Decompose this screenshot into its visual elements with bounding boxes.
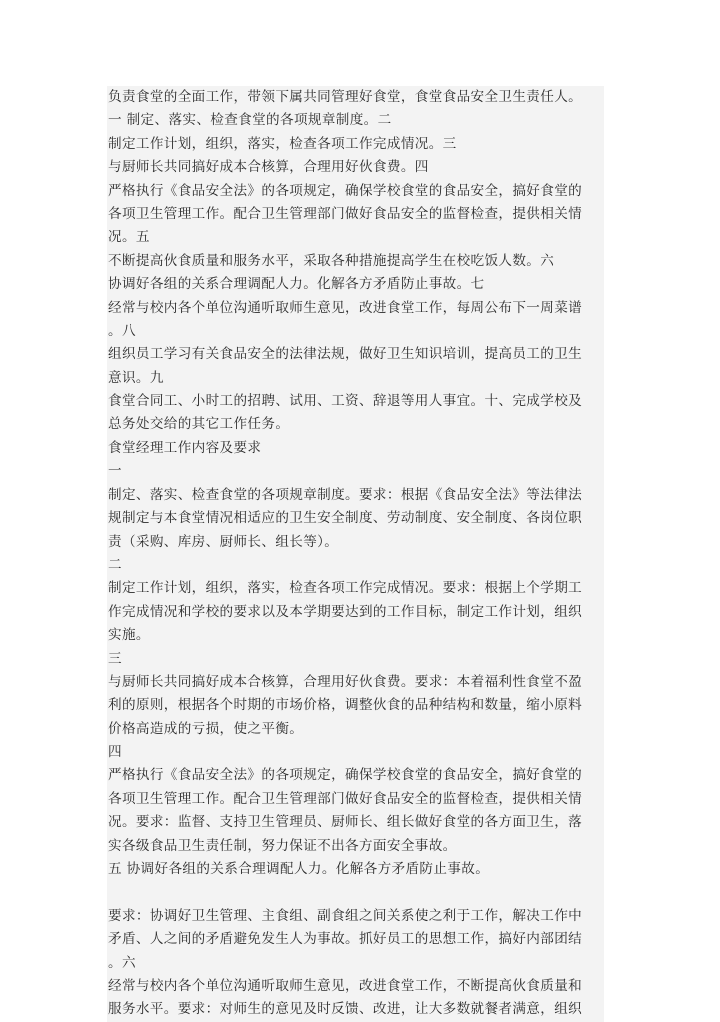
text-line: 与厨师长共同搞好成本合核算，合理用好伙食费。要求：本着福利性食堂不盈 <box>108 673 583 690</box>
text-line: 与厨师长共同搞好成本合核算，合理用好伙食费。四 <box>108 159 429 176</box>
text-line: 不断提高伙食质量和服务水平，采取各种措施提高学生在校吃饭人数。六 <box>108 252 555 269</box>
text-line: 制定、落实、检查食堂的各项规章制度。要求：根据《食品安全法》等法律法 <box>108 486 583 503</box>
text-line: 一 制定、落实、检查食堂的各项规章制度。二 <box>108 112 392 129</box>
text-line: 四 <box>108 744 122 761</box>
text-line: 制定工作计划，组织，落实，检查各项工作完成情况。三 <box>108 135 457 152</box>
text-line: 矛盾、人之间的矛盾避免发生人为事故。抓好员工的思想工作，搞好内部团结 <box>108 931 583 948</box>
text-line: 协调好各组的关系合理调配人力。化解各方矛盾防止事故。七 <box>108 276 485 293</box>
text-line: 总务处交给的其它工作任务。 <box>108 416 290 433</box>
text-line: 利的原则，根据各个时期的市场价格，调整伙食的品种结构和数量，缩小原料 <box>108 697 583 714</box>
text-line: 要求：协调好卫生管理、主食组、副食组之间关系使之利于工作，解决工作中 <box>108 907 583 924</box>
text-line: 各项卫生管理工作。配合卫生管理部门做好食品安全的监督检查，提供相关情 <box>108 205 583 222</box>
text-line: 价格高造成的亏损，使之平衡。 <box>108 720 304 737</box>
text-line: 。六 <box>108 954 136 971</box>
text-line: 作完成情况和学校的要求以及本学期要达到的工作目标，制定工作计划，组织 <box>108 603 583 620</box>
text-line: 经常与校内各个单位沟通听取师生意见，改进食堂工作，不断提高伙食质量和 <box>108 977 583 994</box>
text-line: 实施。 <box>108 627 150 644</box>
text-line: 规制定与本食堂情况相适应的卫生安全制度、劳动制度、安全制度、各岗位职 <box>108 510 583 527</box>
text-line: 一 <box>108 463 122 480</box>
text-line: 。八 <box>108 322 136 339</box>
text-line: 制定工作计划，组织，落实，检查各项工作完成情况。要求：根据上个学期工 <box>108 580 583 597</box>
text-line: 各项卫生管理工作。配合卫生管理部门做好食品安全的监督检查，提供相关情 <box>108 790 583 807</box>
text-line: 五 协调好各组的关系合理调配人力。化解各方矛盾防止事故。 <box>108 861 490 878</box>
text-line: 实各级食品卫生责任制，努力保证不出各方面安全事故。 <box>108 837 457 854</box>
text-line: 三 <box>108 650 122 667</box>
text-line: 食堂合同工、小时工的招聘、试用、工资、辞退等用人事宜。十、完成学校及 <box>108 393 583 410</box>
blank-line <box>107 881 604 904</box>
requirements-section <box>107 437 604 1022</box>
duties-section <box>107 86 604 437</box>
text-line: 组织员工学习有关食品安全的法律法规，做好卫生知识培训，提高员工的卫生 <box>108 346 583 363</box>
text-line: 负责食堂的全面工作，带领下属共同管理好食堂，食堂食品安全卫生责任人。 <box>108 89 583 105</box>
text-line: 况。五 <box>108 229 150 246</box>
text-line: 经常与校内各个单位沟通听取师生意见，改进食堂工作，每周公布下一周菜谱 <box>108 299 583 316</box>
text-line: 况。要求：监督、支持卫生管理员、厨师长、组长做好食堂的各方面卫生，落 <box>108 814 583 831</box>
text-line: 二 <box>108 556 122 573</box>
text-line: 服务水平。要求：对师生的意见及时反馈、改进，让大多数就餐者满意，组织 <box>108 1001 583 1018</box>
section-title: 食堂经理工作内容及要求 <box>108 440 262 456</box>
text-line: 严格执行《食品安全法》的各项规定，确保学校食堂的食品安全，搞好食堂的 <box>108 767 583 784</box>
text-line: 意识。九 <box>108 369 164 386</box>
text-line: 责（采购、库房、厨师长、组长等）。 <box>108 533 339 550</box>
text-line: 严格执行《食品安全法》的各项规定，确保学校食堂的食品安全，搞好食堂的 <box>108 182 583 199</box>
